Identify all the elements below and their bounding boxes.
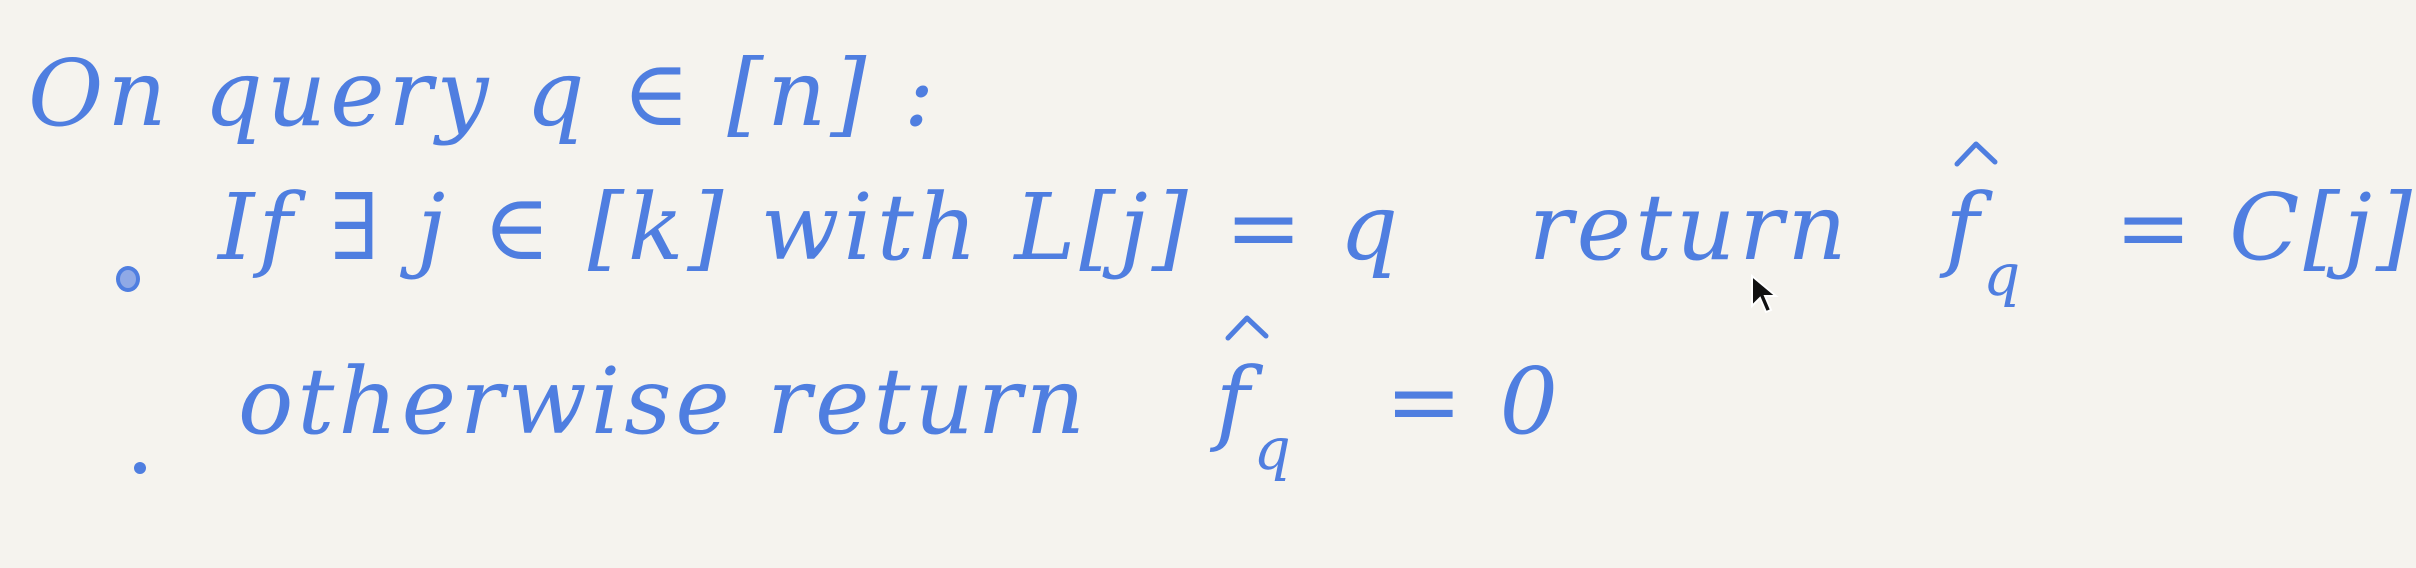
otherwise-line	[238, 348, 1563, 483]
condition-line	[218, 174, 2416, 309]
otherwise-text: otherwise return	[238, 348, 1089, 455]
estimate-subscript: q	[1253, 415, 1291, 483]
estimate-f-hat	[1945, 174, 1984, 281]
hat-icon	[1224, 312, 1270, 342]
estimate-symbol: f	[1945, 174, 1984, 281]
estimate-subscript: q	[1983, 241, 2021, 309]
hat-icon	[1953, 138, 1999, 168]
estimate-value: = C[j]	[2114, 174, 2416, 281]
query-heading: On query q ∈ [n] :	[28, 40, 939, 147]
estimate-f-hat	[1215, 348, 1254, 455]
estimate-value: = 0	[1385, 348, 1563, 455]
mouse-pointer-icon	[1750, 274, 1780, 314]
bullet-icon	[134, 462, 146, 474]
estimate-symbol: f	[1215, 348, 1254, 455]
condition-text: If ∃ j ∈ [k] with L[j] = q	[218, 174, 1403, 281]
return-word: return	[1528, 174, 1851, 281]
bullet-icon	[116, 266, 140, 292]
